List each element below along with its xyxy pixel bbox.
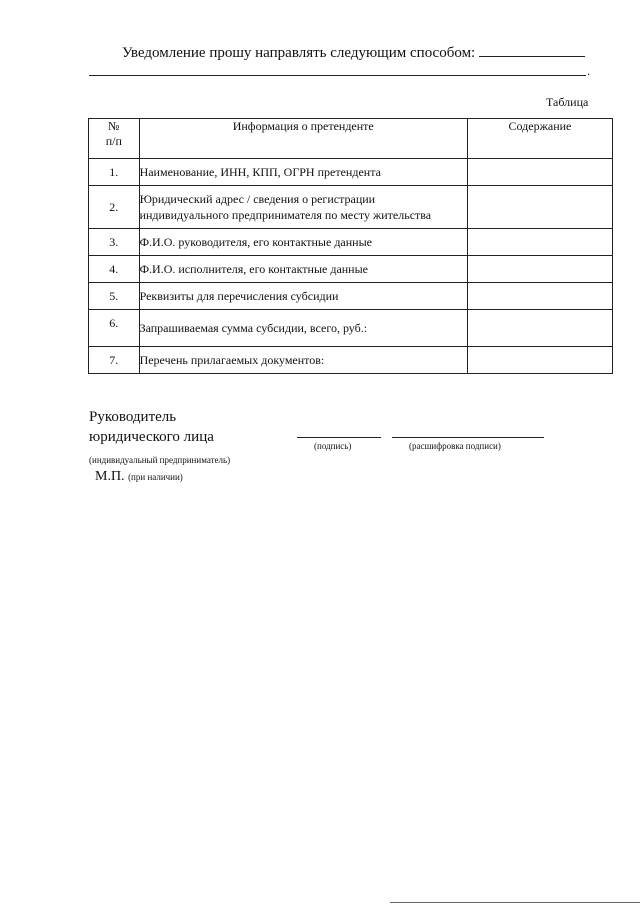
row-number: 4. <box>89 256 140 283</box>
row-info: Наименование, ИНН, КПП, ОГРН претендента <box>139 159 467 186</box>
row-number: 2. <box>89 186 140 229</box>
signatory-title-line1: Руководитель <box>89 409 177 425</box>
signature-decode-line[interactable] <box>392 437 544 438</box>
row-info: Ф.И.О. исполнителя, его контактные данные <box>139 256 467 283</box>
row-info: Запрашиваемая сумма субсидии, всего, руб.: <box>139 310 467 347</box>
signature-decode-caption: (расшифровка подписи) <box>409 441 501 451</box>
row-content-cell[interactable] <box>467 159 612 186</box>
header-number-symbol: № <box>108 119 120 133</box>
table-caption: Таблица <box>546 95 589 109</box>
header-number <box>89 119 140 159</box>
table-row <box>89 186 613 229</box>
notice-blank-long[interactable] <box>89 75 586 76</box>
signatory-title <box>89 407 214 447</box>
notice-text: Уведомление прошу направлять следующим способом: <box>122 45 476 61</box>
header-info: Информация о претенденте <box>139 119 467 159</box>
table-row <box>89 159 613 186</box>
row-number: 7. <box>89 347 140 374</box>
header-number-abbr: п/п <box>105 134 122 148</box>
notice-blank-short[interactable] <box>479 42 585 57</box>
header-content: Содержание <box>467 119 612 159</box>
row-content-cell[interactable] <box>467 347 612 374</box>
seal-place-label: М.П. <box>95 469 125 484</box>
row-content-cell[interactable] <box>467 186 612 229</box>
seal-place <box>95 469 183 485</box>
row-info: Ф.И.О. руководителя, его контактные данные <box>139 229 467 256</box>
notice-sentence <box>122 42 585 62</box>
table-row <box>89 229 613 256</box>
applicant-info-table <box>88 118 613 374</box>
row-info: Перечень прилагаемых документов: <box>139 347 467 374</box>
signature-caption: (подпись) <box>314 441 352 451</box>
signature-line[interactable] <box>297 437 381 438</box>
table-row <box>89 256 613 283</box>
table-row <box>89 283 613 310</box>
row-number: 1. <box>89 159 140 186</box>
row-number: 3. <box>89 229 140 256</box>
table-row <box>89 310 613 347</box>
individual-entrepreneur-note: (индивидуальный предприниматель) <box>89 455 231 465</box>
row-info: Реквизиты для перечисления субсидии <box>139 283 467 310</box>
table-header-row <box>89 119 613 159</box>
row-content-cell[interactable] <box>467 283 612 310</box>
row-number: 5. <box>89 283 140 310</box>
table-row <box>89 347 613 374</box>
signatory-title-line2: юридического лица <box>89 429 214 445</box>
row-content-cell[interactable] <box>467 229 612 256</box>
footer-rule <box>390 902 640 903</box>
row-content-cell[interactable] <box>467 310 612 347</box>
notice-period: . <box>587 63 591 78</box>
seal-place-note: (при наличии) <box>128 472 183 482</box>
row-info: Юридический адрес / сведения о регистрации индивидуального предпринимателя по месту жительства <box>139 186 467 229</box>
row-number: 6. <box>89 310 140 347</box>
row-content-cell[interactable] <box>467 256 612 283</box>
